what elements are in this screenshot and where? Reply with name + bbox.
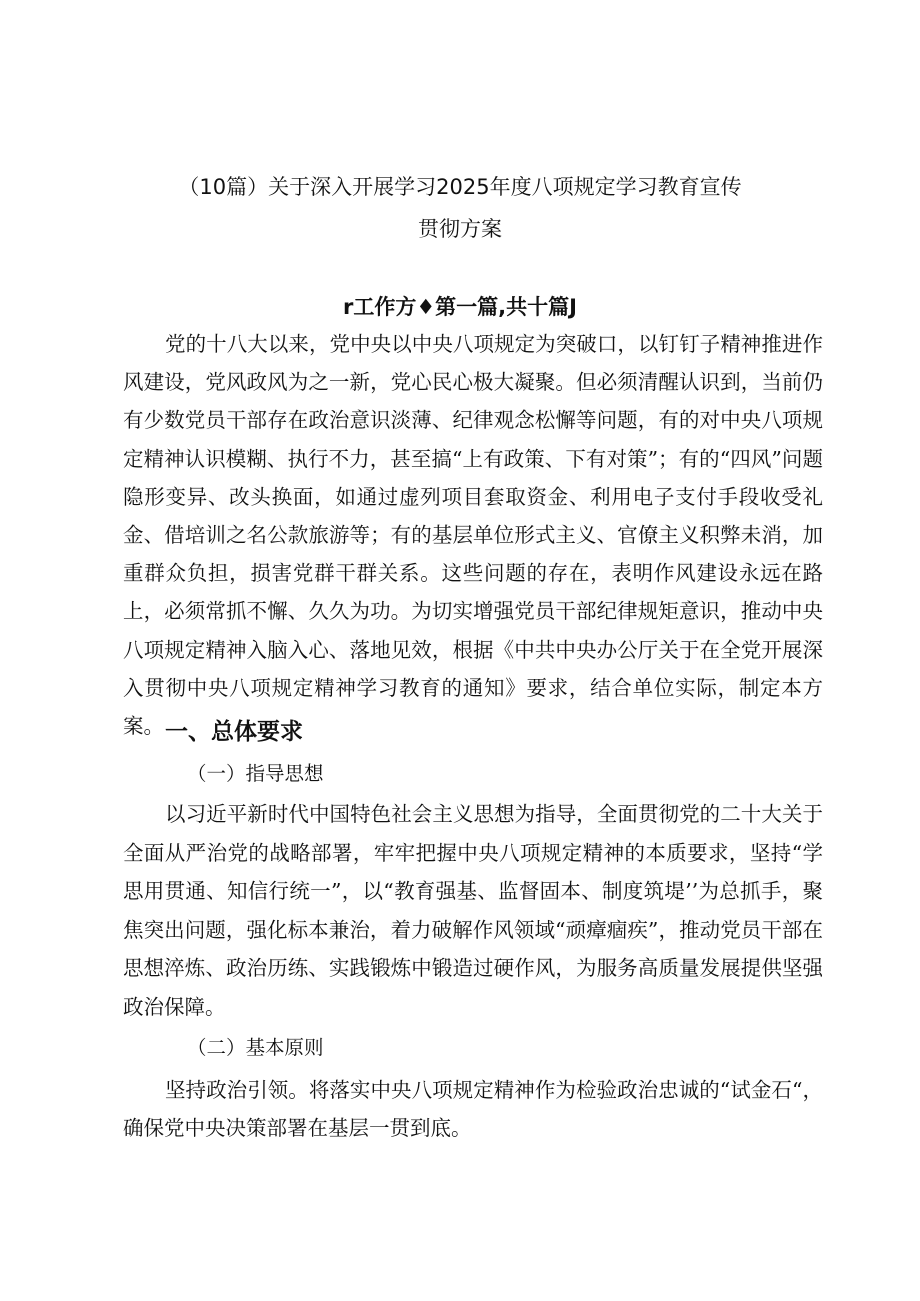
paragraph-intro: 党的十八大以来，党中央以中央八项规定为突破口，以钉钉子精神推进作风建设，党风政风为之一新，党心民心极大凝聚。但必须清醒认识到，当前仍有少数党员干部存在政治意识淡薄、纪律观念松懈等问题，有的对中央八项规定精神认识模糊、执行不力，甚至搞“上有政策、下有对策”；有的“四风”问题隐形变异、改头换面，如通过虚列项目套取资金、利用电子支付手段收受礼金、借培训之名公款旅游等；有的基层单位形式主义、官僚主义积弊未消，加重群众负担，损害党群干群关系。这些问题的存在，表明作风建设永远在路上，必须常抓不懈、久久为功。为切实增强党员干部纪律规矩意识，推动中央八项规定精神入脑入心、落地见效，根据《中共中央办公厅关于在全党开展深入贯彻中央八项规定精神学习教育的通知》要求，结合单位实际，制定本方案。 xyxy=(123,332,823,739)
document-title-line-1: （10篇）关于深入开展学习2025年度八项规定学习教育宣传 xyxy=(178,175,742,199)
document-subtitle: r工作方♦第一篇,共十篇J xyxy=(343,295,577,319)
document-title-line-2: 贯彻方案 xyxy=(418,217,502,241)
paragraph-guiding-ideology: 以习近平新时代中国特色社会主义思想为指导，全面贯彻党的二十大关于全面从严治党的战略部署，牢牢把握中央八项规定精神的本质要求，坚持“学思用贯通、知信行统一”，以“教育强基、监督固本、制度筑堤’’为总抓手，聚焦突出问题，强化标本兼治，着力破解作风领域“顽瘴痼疾”，推动党员干部在思想淬炼、政治历练、实践锻炼中锻造过硬作风，为服务高质量发展提供坚强政治保障。 xyxy=(123,802,823,1019)
subheading-basic-principles: （二）基本原则 xyxy=(187,1036,324,1059)
paragraph-political-leadership: 坚持政治引领。将落实中央八项规定精神作为检验政治忠诚的“试金石“，确保党中央决策部署在基层一贯到底。 xyxy=(123,1078,823,1140)
section-heading-general-requirements: 一、总体要求 xyxy=(165,719,303,745)
subheading-guiding-ideology: （一）指导思想 xyxy=(187,762,324,785)
